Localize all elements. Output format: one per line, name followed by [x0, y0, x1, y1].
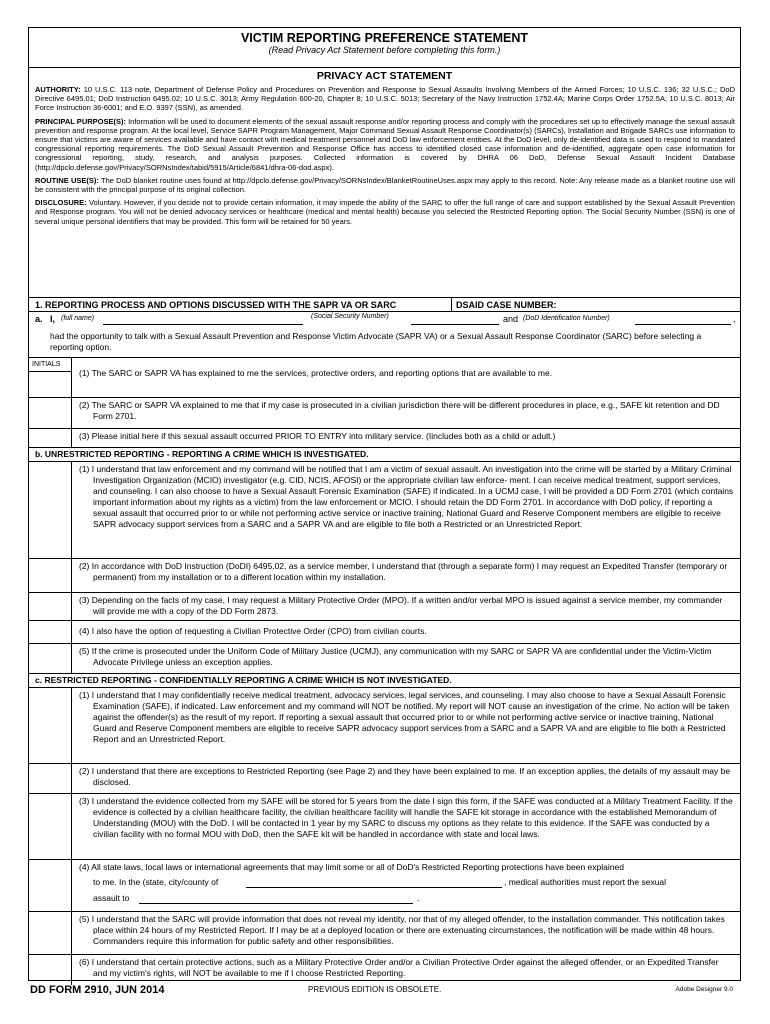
authority-label: AUTHORITY:	[35, 85, 81, 94]
initials-box[interactable]	[29, 429, 72, 447]
initials-box[interactable]	[29, 794, 72, 859]
and-label: and	[503, 314, 519, 324]
initials-box[interactable]	[29, 621, 72, 643]
initials-box[interactable]	[29, 559, 72, 592]
purpose-paragraph	[29, 116, 740, 173]
form-id: DD FORM 2910, JUN 2014	[30, 984, 165, 996]
item-b3-text: (3) Depending on the facts of my case, I may request a Military Protective Order (MPO). If a written and/or verbal MPO is issued against a service member, my commander will provide me with a copy of the DD Form 2873.	[79, 595, 723, 616]
section-b-title: b. UNRESTRICTED REPORTING - REPORTING A CRIME WHICH IS INVESTIGATED.	[29, 448, 740, 462]
initials-box[interactable]	[29, 764, 72, 793]
privacy-act-section	[29, 68, 740, 298]
item-c6-text: (6) I understand that certain protective actions, such as a Military Protective Order and/or a Civilian Protective Order against the alleged offender, or an Expedited Transfer and my victim's rights, will NOT be available to me if I choose Restricted Reporting.	[79, 957, 719, 978]
ssn-field[interactable]	[411, 324, 499, 325]
state-city-county-field[interactable]	[246, 887, 502, 888]
item-b4-text: (4) I also have the option of requesting a Civilian Protective Order (CPO) from civilian courts.	[79, 626, 427, 636]
comma: ,	[733, 314, 736, 324]
item-b1	[29, 462, 740, 559]
form-header	[29, 28, 740, 68]
item-c4-assault-to: assault to	[93, 893, 130, 903]
full-name-label: (full name)	[61, 315, 95, 322]
disclosure-paragraph	[29, 197, 740, 227]
initials-box[interactable]	[29, 860, 72, 911]
item-c3-text: (3) I understand the evidence collected from my SAFE will be stored for 5 years from the date I sign this form, if the SAFE was conducted at a Military Treatment Facility. If the evidence is collected by a civilian healthcare facility, the civilian healthcare facility will handle the SAFE kit storage in accordance with the established Memorandum of Understanding (MOU) with the DoD. I will be contacted in 1 year by my SARC to discuss my options as they relate to this evidence. If the SAFE was conducted by a civilian facility with no formal MOU with DoD, then the SAFE kit will be handled in accordance with state and local laws.	[79, 796, 733, 839]
item-c1-text: (1) I understand that I may confidentially receive medical treatment, advocacy services, legal services, and counseling. I may also choose to have a Sexual Assault Forensic Examination (SAFE), if indicated. Law enforcement and my command will NOT be notified. My report will NOT cause an investigation of the crime. No action will be taken against the offender(s) as the result of my report. If reporting a sexual assault that occurred prior to or while not performing active service or inactive training, National Guard and Reserve Component members are eligible to receive SAPR advocacy support services from a SARC and a SAPR VA and are eligible to file both a Restricted Report and an Unrestricted Report.	[79, 690, 730, 744]
full-name-field[interactable]	[103, 324, 303, 325]
item-c5-text: (5) I understand that the SARC will provide information that does not reveal my identity, nor that of my alleged offender, to the installation commander. This notification takes place within 24 hours of my Restricted Report. If I may be at a deployed location or there are extenuating circumstances, the notification will be made within 48 hours. Commanders require this information for public safety and other responsibilities.	[79, 914, 725, 946]
dsaid-label: DSAID CASE NUMBER:	[456, 300, 557, 310]
authority-paragraph	[29, 84, 740, 114]
item-b2	[29, 559, 740, 593]
initials-box[interactable]	[29, 398, 72, 428]
report-to-field[interactable]	[139, 903, 413, 904]
initials-box[interactable]	[29, 688, 72, 763]
purpose-label: PRINCIPAL PURPOSE(S):	[35, 116, 126, 126]
section1-header	[29, 298, 740, 312]
item-a2-text: (2) The SARC or SAPR VA explained to me that if my case is prosecuted in a civilian jurisdiction there will be different procedures in place, e.g., SAFE kit retention and DD Form 2701.	[79, 400, 720, 421]
item-c1	[29, 688, 740, 764]
dod-id-field[interactable]	[635, 324, 731, 325]
item-c4-to-me: to me. In the (state, city/county of	[93, 877, 219, 887]
item-a2	[29, 398, 740, 429]
initials-box[interactable]	[29, 912, 72, 954]
item-b4	[29, 621, 740, 644]
form-footer	[28, 984, 741, 1004]
item-c6	[29, 955, 740, 985]
item-c4	[29, 860, 740, 912]
routine-use-paragraph	[29, 175, 740, 195]
authority-text: 10 U.S.C. 113 note, Department of Defense Policy and Procedures on Prevention and Response to Sexual Assaults Involving Members of the Armed Forces; 10 U.S.C. 136; 32 U.S.C.; DoD Directive 6495.01; DoD Instruction 6495.02; 10 U.S.C. 3013; Army Regulation 600-20, Chapter 8; 10 U.S.C. 5013; Secretary of the Navy Instruction 1752.4A; Marine Corps Order 1752.5A; 10 U.S.C. 8013; Air Force Instruction 36-6001; and E.O. 9397 (SSN), as amended.	[35, 85, 735, 113]
item-a-prefix: a.	[35, 314, 43, 324]
section1a-row	[29, 312, 740, 358]
item-a-text: had the opportunity to talk with a Sexual Assault Prevention and Response Victim Advocate (SAPR VA) or a Sexual Assault Response Coordinator (SARC) before selecting a reporting option.	[50, 331, 702, 352]
item-c4-text: (4) All state laws, local laws or international agreements that may limit some or all of DoD's Restricted Reporting protections have been explained	[79, 862, 624, 872]
item-a-i: I,	[50, 314, 56, 324]
initials-label: INITIALS	[29, 358, 72, 372]
item-a3-text: (3) Please initial here if this sexual assault occurred PRIOR TO ENTRY into military service. (Iincludes both as a child or adult.)	[79, 431, 556, 441]
dod-id-label: (DoD Identification Number)	[523, 315, 610, 322]
item-a1	[29, 358, 740, 398]
initials-box[interactable]	[29, 593, 72, 620]
item-b5	[29, 644, 740, 674]
form-subtitle: (Read Privacy Act Statement before completing this form.)	[268, 45, 501, 55]
item-b5-text: (5) If the crime is prosecuted under the Uniform Code of Military Justice (UCMJ), any communication with my SARC or SAPR VA are confidential under the Victim-Victim Advocate Privilege unless an exception applies.	[79, 646, 712, 667]
initials-box[interactable]	[29, 955, 72, 985]
purpose-text: Information will be used to document elements of the sexual assault response and/or reporting process and comply with the procedures set up to effectively manage the sexual assault prevention and response program. At the local level, Service SAPR Program Management, Major Command Sexual Assault Response Coordinator(s) (SARCs), Installation and Brigade SARCs use information to ensure that victims are aware of services available and have contact with medical treatment personnel and DoD law enforcement entities. At the DoD level, only de-identified data is used to respond to mandated congressional reporting requirements. The DoD Sexual Assault Prevention and Response Office has access to identified closed case information and de-identified, aggregate open case information for congressional reporting, study, research, and analysis purposes. Collected information is covered by DHRA 06 DoD, Defense Sexual Assault Incident Database (http://dpclo.defense.gov/Privacy/SORNsIndex/tabid/5915/Article/6841/dhra-06-dod.aspx).	[35, 116, 735, 172]
item-a1-text: (1) The SARC or SAPR VA has explained to me the services, protective orders, and reporting options that are available to me.	[79, 368, 553, 378]
item-b3	[29, 593, 740, 621]
ssn-label: (Social Security Number)	[311, 313, 389, 320]
obsolete-notice: PREVIOUS EDITION IS OBSOLETE.	[308, 985, 442, 994]
item-c4-period: .	[417, 893, 420, 903]
initials-box[interactable]	[29, 644, 72, 673]
item-c3	[29, 794, 740, 860]
disclosure-label: DISCLOSURE:	[35, 198, 87, 208]
item-a3	[29, 429, 740, 448]
routine-use-text: The DoD blanket routine uses found at http://dpclo.defense.gov/Privacy/SORNsIndex/BlanketRoutineUses.aspx may apply to this record. Note: Any release made as a blanket routine use will be consistent with the principal purpose of its original collection.	[35, 175, 736, 195]
item-b2-text: (2) In accordance with DoD Instruction (DoDI) 6495.02, as a service member, I understand that (through a separate form) I may request an Expedited Transfer (temporary or permanent) from my installation or to a different location within my installation.	[79, 561, 728, 582]
privacy-act-title: PRIVACY ACT STATEMENT	[316, 70, 453, 82]
section-c-title: c. RESTRICTED REPORTING - CONFIDENTIALLY REPORTING A CRIME WHICH IS NOT INVESTIGATED.	[29, 674, 740, 688]
item-b1-text: (1) I understand that law enforcement and my command will be notified that I am a victim of sexual assault. An investigation into the crime will be started by a Military Criminal Investigation Organization (MCIO) investigator (e.g. CID, NCIS, AFOSI) or the appropriate civilian law enforce- ment. I can receive medical treatment, support services, and counseling. I can also choose to have a Sexual Assault Forensic Examination (SAFE) if indicated. In a UCMJ case, I will be provided a DD Form 2701 (which contains important information about my rights as a victim) from the law enforcement or MCIO. I should retain the DD Form 2701. In accordance with DoD policy, if reporting a sexual assault that occurred prior to or while not performing active service or inactive training, National Guard and Reserve Component members are eligible to receive SAPR advocacy support services from a SARC and a SAPR VA and are eligible to file both a Restricted or an Unrestricted Report.	[79, 464, 734, 529]
item-c2-text: (2) I understand that there are exceptions to Restricted Reporting (see Page 2) and they have been explained to me. If an exception applies, the details of my assault may be disclosed.	[79, 766, 731, 787]
form-title: VICTIM REPORTING PREFERENCE STATEMENT	[240, 31, 529, 45]
item-c5	[29, 912, 740, 955]
initials-box[interactable]	[29, 462, 72, 558]
item-c2	[29, 764, 740, 794]
item-c4-medical: , medical authorities must report the sexual	[504, 877, 667, 887]
disclosure-text: Voluntary. However, if you decide not to provide certain information, it may impede the ability of the SARC to offer the full range of care and support established by the Sexual Assault Prevention and Response program. You will not be denied advocacy services or healthcare (medical and mental health) because you selected the Restricted Reporting option. The Social Security Number (SSN) is one of several unique personal identifiers that may be provided. This form will be retained for 50 years.	[35, 198, 735, 226]
header-divider	[451, 298, 452, 311]
section1-title: 1. REPORTING PROCESS AND OPTIONS DISCUSSED WITH THE SAPR VA OR SARC	[35, 300, 397, 310]
designer-note: Adobe Designer 9.0	[675, 986, 733, 993]
routine-use-label: ROUTINE USE(S):	[35, 175, 99, 185]
form-page	[28, 27, 741, 981]
